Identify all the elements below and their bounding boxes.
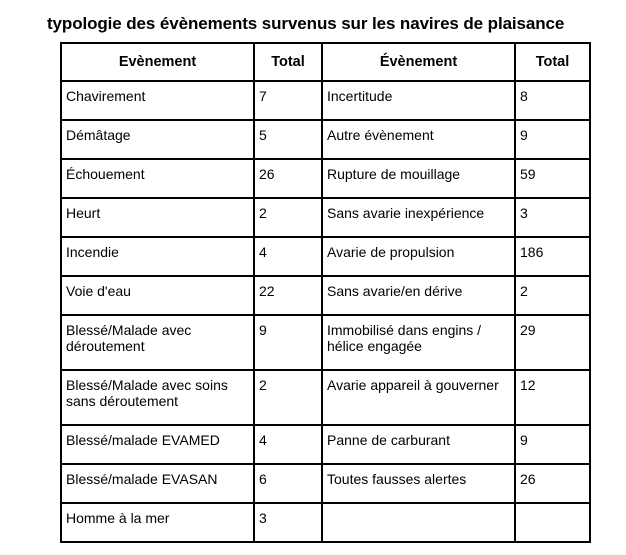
event-right-cell: Avarie appareil à gouverner bbox=[322, 370, 515, 425]
total-left-cell: 22 bbox=[254, 276, 322, 315]
event-right-cell: Autre évènement bbox=[322, 120, 515, 159]
table-row bbox=[61, 370, 590, 425]
event-left-cell: Incendie bbox=[61, 237, 254, 276]
total-right-cell: 12 bbox=[515, 370, 590, 425]
total-right-cell: 26 bbox=[515, 464, 590, 503]
total-left-cell: 4 bbox=[254, 425, 322, 464]
total-left-cell: 26 bbox=[254, 159, 322, 198]
total-right-cell: 3 bbox=[515, 198, 590, 237]
table-row bbox=[61, 198, 590, 237]
event-left-cell: Blessé/malade EVASAN bbox=[61, 464, 254, 503]
table-row bbox=[61, 120, 590, 159]
event-left-cell: Voie d'eau bbox=[61, 276, 254, 315]
table-header-row bbox=[61, 43, 590, 81]
event-right-cell: Avarie de propulsion bbox=[322, 237, 515, 276]
total-right-cell bbox=[515, 503, 590, 542]
total-left-cell: 3 bbox=[254, 503, 322, 542]
total-left-cell: 2 bbox=[254, 370, 322, 425]
event-right-cell: Rupture de mouillage bbox=[322, 159, 515, 198]
header-total-right: Total bbox=[515, 43, 590, 81]
event-left-cell: Démâtage bbox=[61, 120, 254, 159]
total-left-cell: 2 bbox=[254, 198, 322, 237]
table-row bbox=[61, 237, 590, 276]
event-right-cell: Toutes fausses alertes bbox=[322, 464, 515, 503]
total-right-cell: 9 bbox=[515, 425, 590, 464]
header-event-left: Evènement bbox=[61, 43, 254, 81]
total-right-cell: 59 bbox=[515, 159, 590, 198]
event-right-cell: Sans avarie/en dérive bbox=[322, 276, 515, 315]
table-row bbox=[61, 464, 590, 503]
event-left-cell: Blessé/Malade avec déroutement bbox=[61, 315, 254, 370]
event-left-cell: Blessé/malade EVAMED bbox=[61, 425, 254, 464]
event-right-cell: Immobilisé dans engins / hélice engagée bbox=[322, 315, 515, 370]
event-right-cell bbox=[322, 503, 515, 542]
total-left-cell: 7 bbox=[254, 81, 322, 120]
event-left-cell: Homme à la mer bbox=[61, 503, 254, 542]
event-right-cell: Panne de carburant bbox=[322, 425, 515, 464]
total-right-cell: 186 bbox=[515, 237, 590, 276]
total-right-cell: 9 bbox=[515, 120, 590, 159]
total-right-cell: 29 bbox=[515, 315, 590, 370]
table-row bbox=[61, 159, 590, 198]
header-total-left: Total bbox=[254, 43, 322, 81]
table-row bbox=[61, 503, 590, 542]
header-event-right: Évènement bbox=[322, 43, 515, 81]
table-row bbox=[61, 425, 590, 464]
table-row bbox=[61, 315, 590, 370]
document-title: typologie des évènements survenus sur les navires de plaisance bbox=[47, 14, 565, 33]
total-left-cell: 6 bbox=[254, 464, 322, 503]
total-left-cell: 4 bbox=[254, 237, 322, 276]
event-left-cell: Blessé/Malade avec soins sans déroutement bbox=[61, 370, 254, 425]
event-right-cell: Sans avarie inexpérience bbox=[322, 198, 515, 237]
table-row bbox=[61, 81, 590, 120]
total-right-cell: 8 bbox=[515, 81, 590, 120]
total-left-cell: 5 bbox=[254, 120, 322, 159]
total-right-cell: 2 bbox=[515, 276, 590, 315]
event-left-cell: Heurt bbox=[61, 198, 254, 237]
total-left-cell: 9 bbox=[254, 315, 322, 370]
event-left-cell: Chavirement bbox=[61, 81, 254, 120]
event-right-cell: Incertitude bbox=[322, 81, 515, 120]
event-left-cell: Échouement bbox=[61, 159, 254, 198]
events-table bbox=[60, 42, 591, 543]
table-row bbox=[61, 276, 590, 315]
